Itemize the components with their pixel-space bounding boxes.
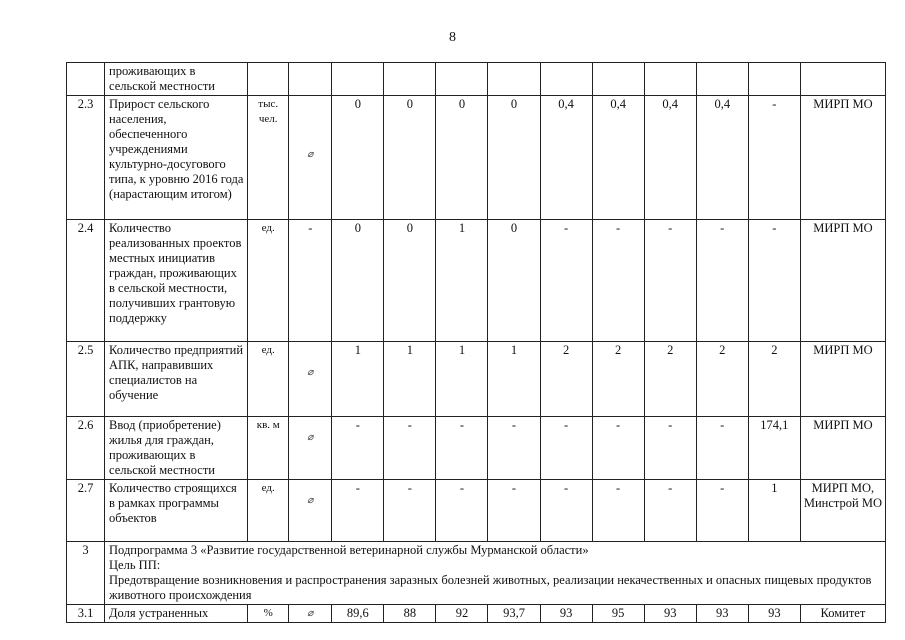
base-value: ⌀: [289, 605, 332, 623]
indicator-name: Количество строящихся в рамках программы объектов: [105, 480, 248, 542]
value-cell: 0: [384, 96, 436, 220]
value-cell: 0: [332, 220, 384, 342]
value-cell: [384, 63, 436, 96]
value-cell: -: [384, 480, 436, 542]
unit: ед.: [248, 480, 289, 542]
value-cell: 2: [644, 342, 696, 417]
value-cell: [748, 63, 800, 96]
value-cell: 1: [384, 342, 436, 417]
row-number: 3: [67, 542, 105, 605]
indicator-name: Прирост сельского населения, обеспеченного учреждениями культурно-досугового типа, к уровню 2016 года (нарастающим итогом): [105, 96, 248, 220]
executor: [800, 63, 885, 96]
value-cell: 2: [540, 342, 592, 417]
executor: МИРП МО: [800, 342, 885, 417]
value-cell: -: [488, 417, 540, 480]
row-number: 2.7: [67, 480, 105, 542]
value-cell: -: [436, 417, 488, 480]
executor: МИРП МО: [800, 417, 885, 480]
subprogram-title: Подпрограмма 3 «Развитие государственной ветеринарной службы Мурманской области»: [109, 543, 589, 557]
value-cell: 88: [384, 605, 436, 623]
value-cell: -: [488, 480, 540, 542]
base-value: [289, 417, 332, 480]
base-mark: ⌀: [307, 367, 314, 378]
value-cell: 93: [644, 605, 696, 623]
value-cell: 0: [384, 220, 436, 342]
executor: МИРП МО: [800, 220, 885, 342]
base-mark: ⌀: [307, 149, 314, 160]
row-number: 2.4: [67, 220, 105, 342]
indicator-name: Количество реализованных проектов местных инициатив граждан, проживающих в сельской местности, получивших грантовую поддержку: [105, 220, 248, 342]
value-cell: -: [540, 417, 592, 480]
value-cell: -: [592, 417, 644, 480]
value-cell: -: [748, 96, 800, 220]
value-cell: 92: [436, 605, 488, 623]
value-cell: -: [332, 480, 384, 542]
value-cell: 93,7: [488, 605, 540, 623]
value-cell: -: [332, 417, 384, 480]
table-row: [67, 63, 886, 96]
value-cell: 1: [488, 342, 540, 417]
base-value: [289, 63, 332, 96]
subprogram-row: [67, 542, 886, 605]
value-cell: 93: [696, 605, 748, 623]
value-cell: [540, 63, 592, 96]
value-cell: 0: [332, 96, 384, 220]
value-cell: -: [696, 220, 748, 342]
subprogram-goal-label: Цель ПП:: [109, 558, 161, 572]
value-cell: [696, 63, 748, 96]
value-cell: -: [592, 220, 644, 342]
indicator-name: проживающих в сельской местности: [105, 63, 248, 96]
value-cell: -: [540, 220, 592, 342]
value-cell: -: [748, 220, 800, 342]
indicator-name: Количество предприятий АПК, направивших специалистов на обучение: [105, 342, 248, 417]
page-number: 8: [449, 30, 456, 45]
executor: МИРП МО: [800, 96, 885, 220]
value-cell: -: [696, 480, 748, 542]
value-cell: -: [592, 480, 644, 542]
value-cell: 2: [592, 342, 644, 417]
value-cell: -: [644, 417, 696, 480]
value-cell: -: [436, 480, 488, 542]
row-number: 2.6: [67, 417, 105, 480]
row-number: 2.3: [67, 96, 105, 220]
indicator-name: Ввод (приобретение) жилья для граждан, проживающих в сельской местности: [105, 417, 248, 480]
value-cell: [436, 63, 488, 96]
value-cell: 93: [748, 605, 800, 623]
value-cell: 0: [488, 220, 540, 342]
base-value: [289, 342, 332, 417]
value-cell: 0: [488, 96, 540, 220]
unit: [248, 63, 289, 96]
value-cell: -: [644, 220, 696, 342]
value-cell: [644, 63, 696, 96]
executor: МИРП МО, Минстрой МО: [800, 480, 885, 542]
table-row: [67, 480, 886, 542]
base-mark: ⌀: [307, 432, 314, 443]
base-value: [289, 96, 332, 220]
value-cell: 0,4: [540, 96, 592, 220]
unit: кв. м: [248, 417, 289, 480]
subprogram-cell: [105, 542, 886, 605]
base-mark: ⌀: [307, 495, 314, 506]
unit: ед.: [248, 342, 289, 417]
value-cell: 89,6: [332, 605, 384, 623]
value-cell: [332, 63, 384, 96]
value-cell: 93: [540, 605, 592, 623]
table-row: [67, 96, 886, 220]
value-cell: [592, 63, 644, 96]
base-value: -: [289, 220, 332, 342]
row-number: [67, 63, 105, 96]
row-number: 3.1: [67, 605, 105, 623]
indicator-name: Доля устраненных: [105, 605, 248, 623]
unit: тыс. чел.: [248, 96, 289, 220]
value-cell: 2: [748, 342, 800, 417]
table-row: [67, 220, 886, 342]
value-cell: -: [696, 417, 748, 480]
value-cell: 1: [436, 220, 488, 342]
table-row: [67, 417, 886, 480]
value-cell: 174,1: [748, 417, 800, 480]
value-cell: 1: [748, 480, 800, 542]
indicators-table: [66, 62, 886, 623]
value-cell: -: [384, 417, 436, 480]
value-cell: 0,4: [644, 96, 696, 220]
unit: ед.: [248, 220, 289, 342]
value-cell: 95: [592, 605, 644, 623]
table-row: [67, 605, 886, 623]
subprogram-goal-text: Предотвращение возникновения и распространения заразных болезней животных, реализации некачественных и опасных пищевых продуктов животного происхождения: [109, 573, 872, 602]
value-cell: 2: [696, 342, 748, 417]
value-cell: 1: [436, 342, 488, 417]
executor: Комитет: [800, 605, 885, 623]
value-cell: [488, 63, 540, 96]
value-cell: 0,4: [592, 96, 644, 220]
value-cell: -: [540, 480, 592, 542]
value-cell: 0: [436, 96, 488, 220]
value-cell: -: [644, 480, 696, 542]
table-row: [67, 342, 886, 417]
unit: %: [248, 605, 289, 623]
row-number: 2.5: [67, 342, 105, 417]
value-cell: 0,4: [696, 96, 748, 220]
base-value: [289, 480, 332, 542]
value-cell: 1: [332, 342, 384, 417]
